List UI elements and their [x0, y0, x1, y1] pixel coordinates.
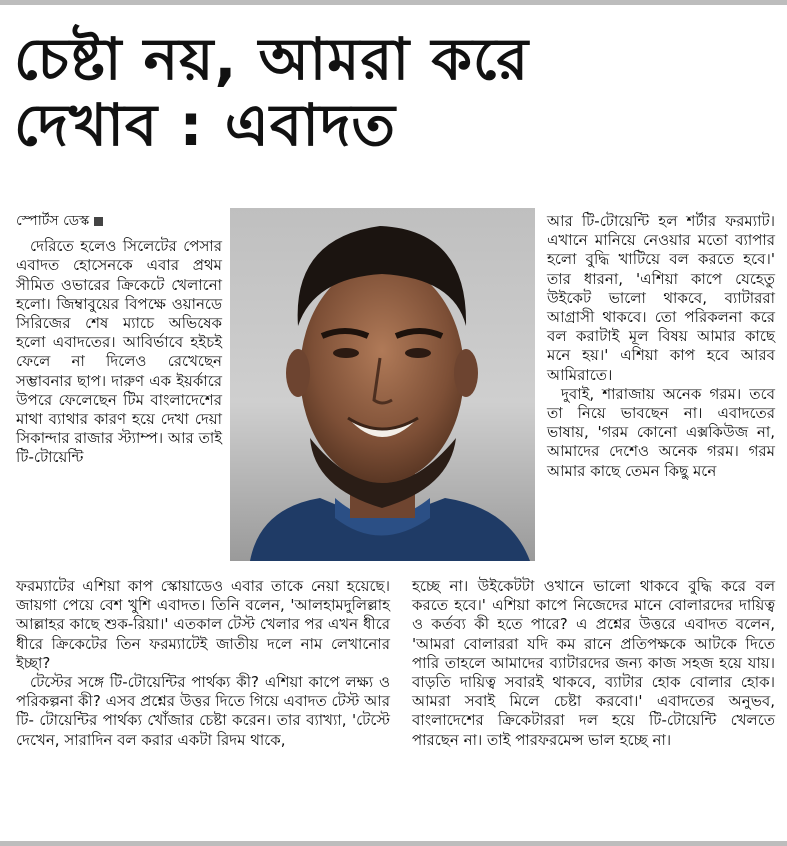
article-bottom-right: [412, 577, 775, 750]
headline: [14, 26, 784, 158]
byline: [16, 212, 222, 231]
player-portrait-image: [230, 208, 535, 561]
article-paragraph: টেস্টের সঙ্গে টি-টোয়েন্টির পার্থক্য কী? এশিয়া কাপে লক্ষ্য ও পরিকল্পনা কী? এসব প্রশ্নের উত্তর দিতে গিয়ে এবাদত টেস্ট আর টি- টোয়েন্টির পার্থক্য খোঁজার চেষ্টা করেন। তার ব্যাখ্যা, 'টেস্টে দেখেন, সারাদিন বল করার একটা রিদম থাকে,: [16, 673, 390, 749]
article-paragraph: দুবাই, শারাজায় অনেক গরম। তবে তা নিয়ে ভাবছেন না। এবাদতের ভাষায়, 'গরম কোনো এক্সকিউজ না, আমাদের দেশেও অনেক গরম। গরম আমার কাছে তেমন কিছু মনে: [547, 384, 775, 480]
byline-square-icon: [94, 217, 103, 226]
headline-line-2: দেখাব : এবাদত: [14, 91, 396, 159]
headline-line-1: চেষ্টা নয়, আমরা করে: [14, 25, 530, 93]
byline-text: স্পোর্টস ডেস্ক: [16, 213, 90, 229]
player-photo: [230, 208, 535, 561]
article-paragraph: দেরিতে হলেও সিলেটের পেসার এবাদত হোসেনকে এবার প্রথম সীমিত ওভারের ক্রিকেটে খেলানো হলো। জিম্বাবুয়ের বিপক্ষে ওয়ানডে সিরিজের শেষ ম্যাচে অভিষেক হলো এবাদতের। আবির্ভাবে হইচই ফেলে না দিলেও রেখেছেন সম্ভাবনার ছাপ। দারুণ এক ইয়র্কারে উপরে ফেলেছেন টিম বাংলাদেশের মাথা ব্যাথার কারণ হয়ে দেখা দেয়া সিকান্দার রাজার স্ট্যাম্প। আর তাই টি-টোয়েন্টি: [16, 237, 222, 467]
top-rule: [0, 0, 787, 5]
article-column-right: [547, 212, 775, 481]
article-column-left: [16, 212, 222, 468]
article-paragraph: আর টি-টোয়েন্টি হল শর্টার ফরম্যাট। এখানে মানিয়ে নেওয়ার মতো ব্যাপার হলো বুদ্ধি খাটিয়ে বল করতে হবে।' তার ধারনা, 'এশিয়া কাপে যেহেতু উইকেট ভালো থাকবে, ব্যাটাররা আগ্রাসী থাকবে। তো পরিকলনা করে বল করাটাই মূল বিষয় আমার কাছে মনে হয়।' এশিয়া কাপ হবে আরব আমিরাতে।: [547, 212, 775, 384]
article-paragraph: ফরম্যাটের এশিয়া কাপ স্কোয়াডেও এবার তাকে নেয়া হয়েছে। জায়গা পেয়ে বেশ খুশি এবাদত। তিনি বলেন, 'আলহামদুলিল্লাহ আল্লাহর কাছে শুক-রিয়া।' এতকাল টেস্ট খেলার পর এখন ধীরে ধীরে ক্রিকেটের তিন ফরম্যাটেই জাতীয় দলে নাম লেখানোর ইচ্ছা?: [16, 577, 390, 672]
article-bottom-left: [16, 577, 390, 750]
article-paragraph: হচ্ছে না। উইকেটটা ওখানে ভালো থাকবে বুদ্ধি করে বল করতে হবে।' এশিয়া কাপে নিজেদের মানে বোলারদের দায়িত্ব ও কর্তব্য কী হতে পারে? এ প্রশ্নের উত্তরে এবাদত বলেন, 'আমরা বোলাররা যদি কম রানে প্রতিপক্ষকে আটকে দিতে পারি তাহলে আমাদের ব্যাটারদের জন্য কাজ সহজ হয়ে যায়। বাড়তি দায়িত্ব সবারই থাকবে, ব্যাটার হোক বোলার হোক। আমরা সবাই মিলে চেষ্টা করবো।' এবাদতের অনুভব, বাংলাদেশের ক্রিকেটাররা দল হয়ে টি-টোয়েন্টি খেলতে পারছেন না। তাই পারফরমেন্স ভাল হচ্ছে না।: [412, 577, 775, 749]
bottom-rule: [0, 841, 787, 846]
